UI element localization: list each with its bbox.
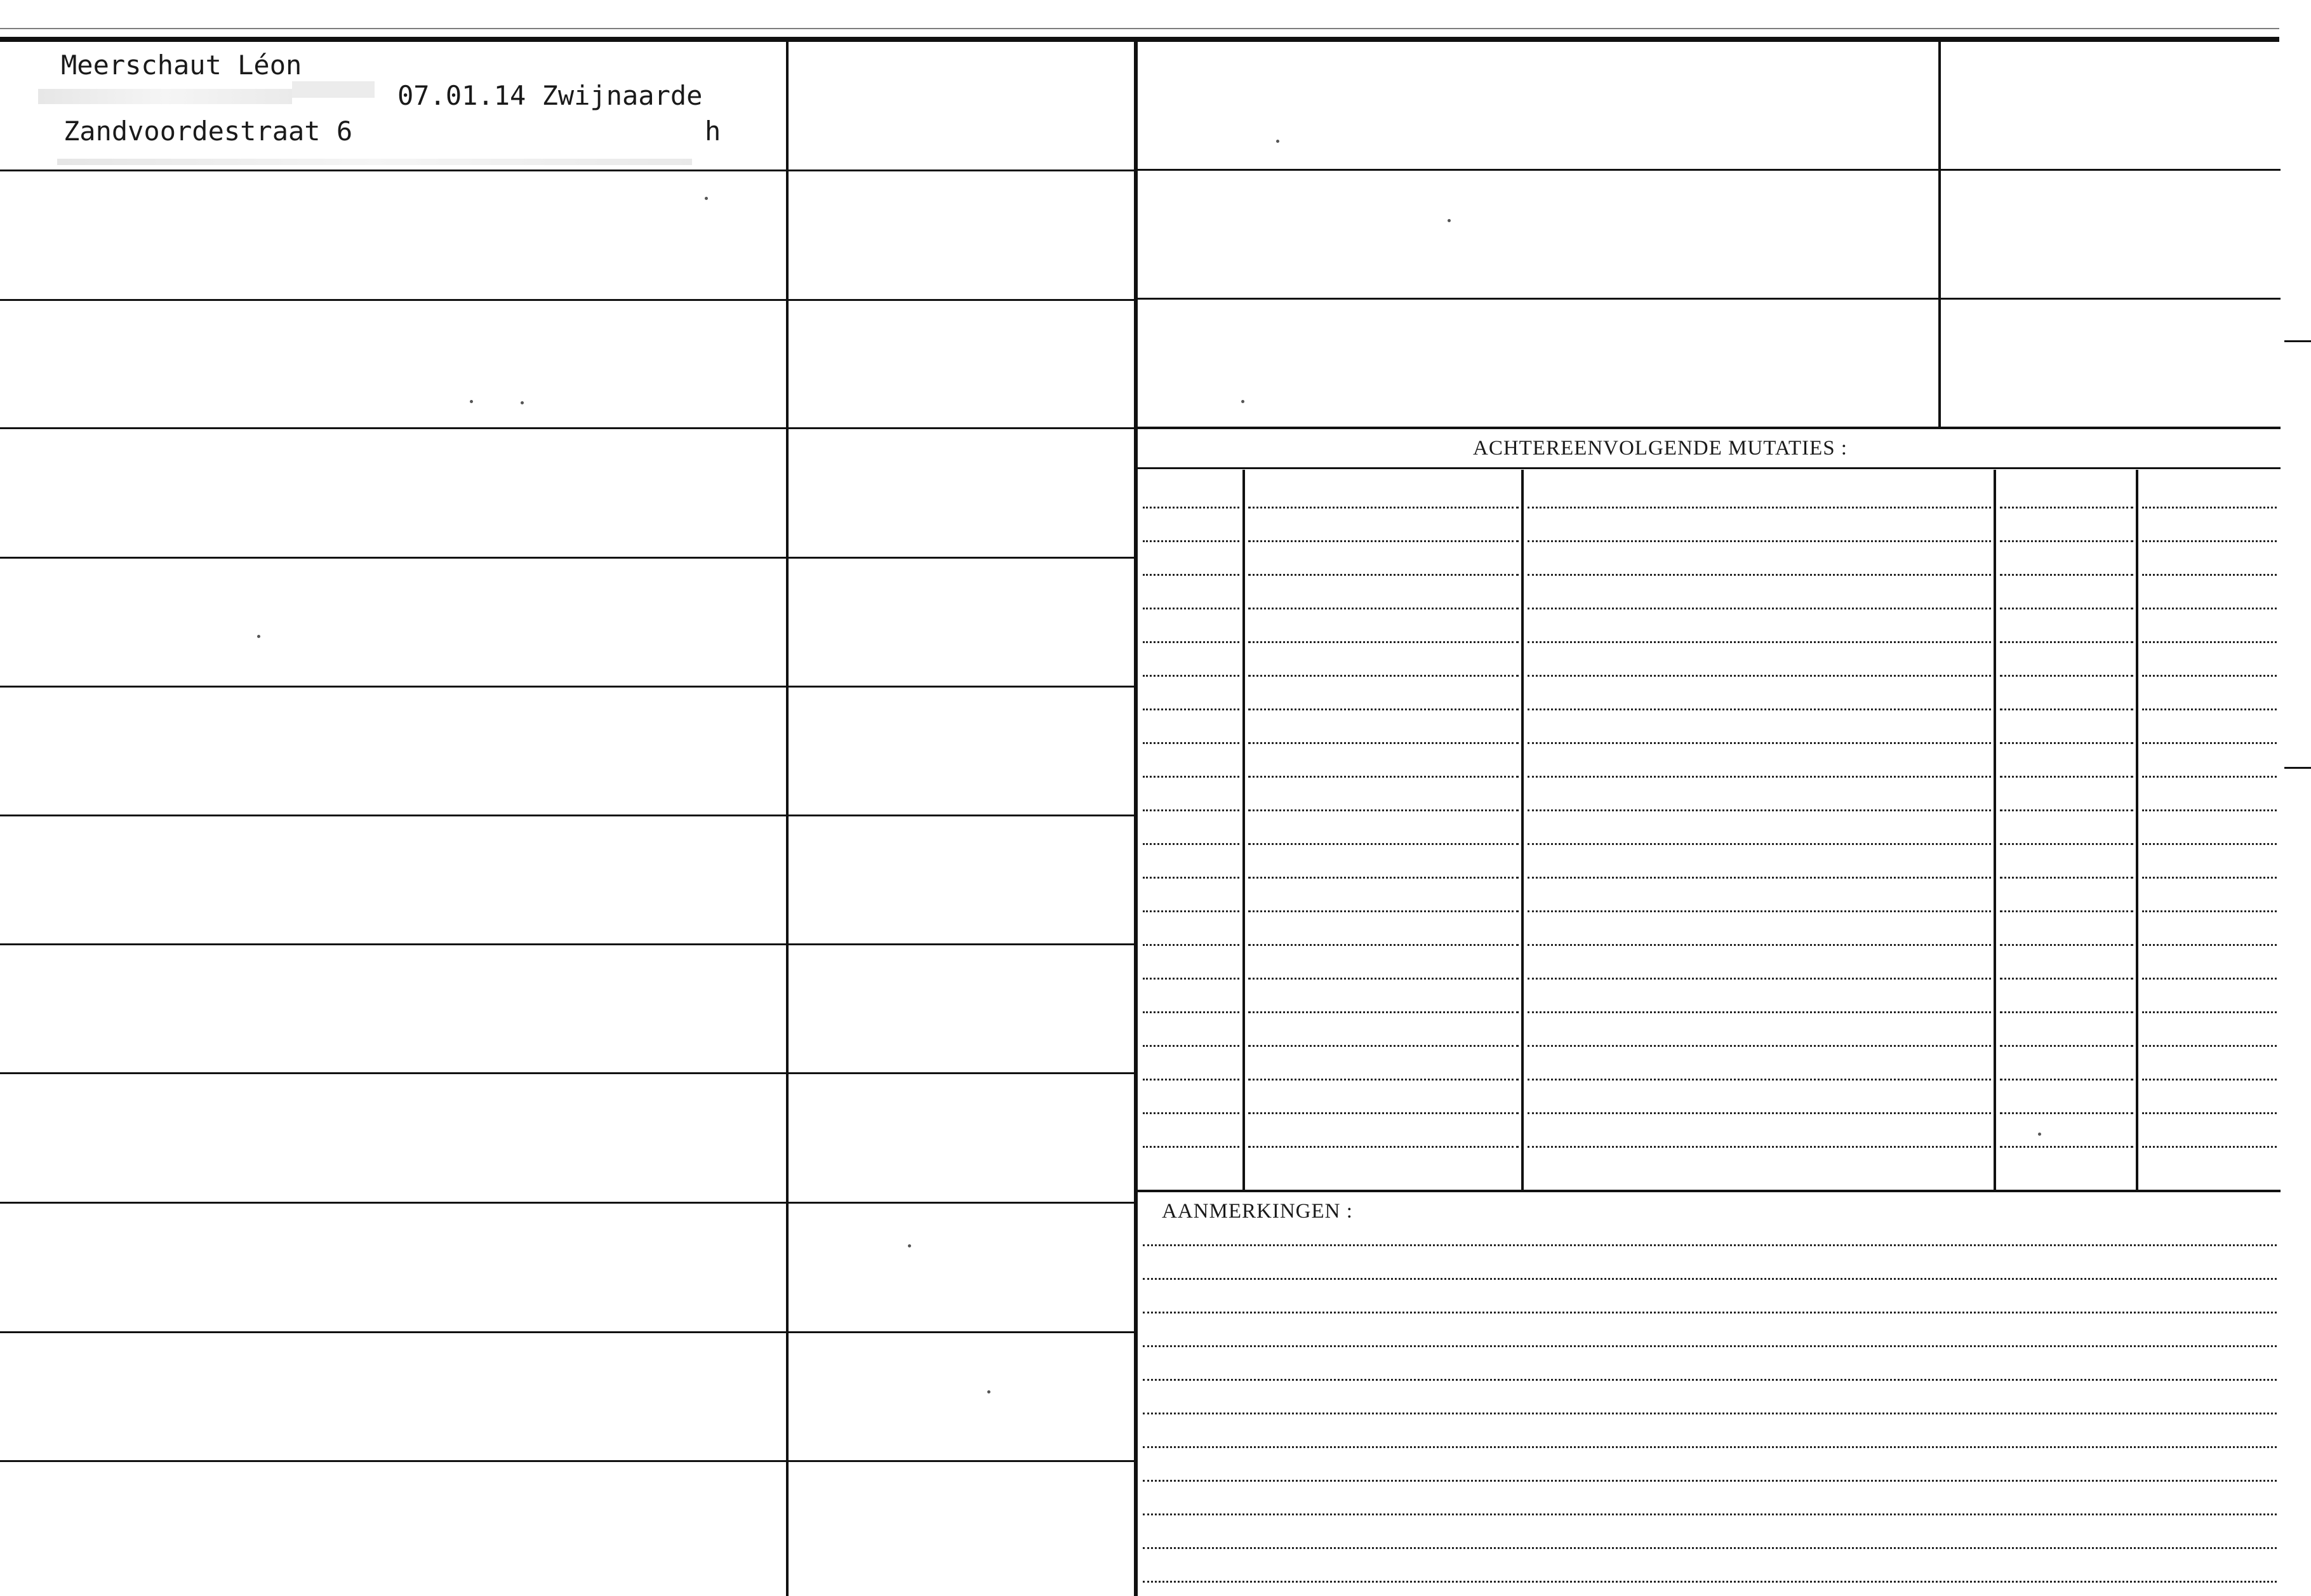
mutations-dotted-rule <box>1143 1112 1239 1114</box>
mutations-dotted-rule <box>2000 944 2133 946</box>
mutations-dotted-rule <box>1143 540 1239 542</box>
mutations-dotted-rule <box>2000 608 2133 609</box>
street-address: Zandvoordestraat 6 <box>63 116 353 147</box>
mutations-dotted-rule <box>1528 877 1991 879</box>
scan-speck <box>908 1244 911 1247</box>
remarks-dotted-rule <box>1143 1312 2277 1313</box>
mutations-dotted-rule <box>2000 978 2133 980</box>
mutations-dotted-rule <box>1248 574 1519 576</box>
mutations-dotted-rule <box>2000 1079 2133 1081</box>
mutations-dotted-rule <box>1248 944 1519 946</box>
mutations-dotted-rule <box>2142 708 2277 710</box>
scan-speck <box>987 1390 990 1393</box>
mutations-dotted-rule <box>2000 877 2133 879</box>
scan-speck <box>705 197 708 200</box>
mutations-dotted-rule <box>1248 843 1519 845</box>
mutations-dotted-rule <box>1143 809 1239 811</box>
mutations-dotted-rule <box>1248 1146 1519 1148</box>
mutations-col-line <box>2136 470 2138 1190</box>
mutations-dotted-rule <box>1143 608 1239 609</box>
mutations-dotted-rule <box>2000 574 2133 576</box>
mutations-dotted-rule <box>1248 540 1519 542</box>
mutations-dotted-rule <box>2000 910 2133 912</box>
mutations-dotted-rule <box>1248 608 1519 609</box>
mutations-dotted-rule <box>1143 978 1239 980</box>
mutations-dotted-rule <box>2142 641 2277 643</box>
mutations-dotted-rule <box>1528 641 1991 643</box>
mutations-dotted-rule <box>1528 608 1991 609</box>
row-rule <box>0 1202 1134 1204</box>
mutations-dotted-rule <box>2142 843 2277 845</box>
mutations-dotted-rule <box>1143 1045 1239 1047</box>
row-rule <box>0 427 1134 429</box>
mutations-dotted-rule <box>2142 910 2277 912</box>
margin-tick <box>2284 340 2311 342</box>
mutations-dotted-rule <box>1248 978 1519 980</box>
mutations-dotted-rule <box>2142 507 2277 509</box>
scan-speck <box>1448 219 1451 222</box>
mutations-dotted-rule <box>2142 978 2277 980</box>
mutations-dotted-rule <box>1143 944 1239 946</box>
mutations-top-rule <box>1138 427 2281 429</box>
remarks-dotted-rule <box>1143 1446 2277 1448</box>
remarks-dotted-rule <box>1143 1581 2277 1583</box>
mutations-dotted-rule <box>2142 608 2277 609</box>
row-rule <box>0 1460 1134 1462</box>
margin-tick <box>2284 767 2311 769</box>
mutations-dotted-rule <box>1143 641 1239 643</box>
scan-speck <box>470 400 473 403</box>
mutations-dotted-rule <box>1143 708 1239 710</box>
upper-box-divider <box>1938 39 1941 427</box>
left-column-divider <box>786 39 789 1596</box>
mutations-dotted-rule <box>1528 776 1991 778</box>
remarks-dotted-rule <box>1143 1480 2277 1482</box>
mutations-dotted-rule <box>1143 776 1239 778</box>
mutations-dotted-rule <box>1528 1112 1991 1114</box>
center-column-divider <box>1134 39 1138 1596</box>
mutations-dotted-rule <box>1248 1011 1519 1013</box>
mutations-dotted-rule <box>1528 843 1991 845</box>
mutations-dotted-rule <box>2000 1045 2133 1047</box>
mutations-dotted-rule <box>1528 978 1991 980</box>
mutations-dotted-rule <box>2142 944 2277 946</box>
remarks-dotted-rule <box>1143 1513 2277 1515</box>
mutations-dotted-rule <box>1143 574 1239 576</box>
remarks-dotted-rule <box>1143 1244 2277 1246</box>
mutations-dotted-rule <box>2142 1146 2277 1148</box>
person-name: Meerschaut Léon <box>61 50 302 81</box>
mutations-dotted-rule <box>1528 809 1991 811</box>
mutations-dotted-rule <box>1528 1079 1991 1081</box>
mutations-dotted-rule <box>2142 1045 2277 1047</box>
mutations-dotted-rule <box>2000 507 2133 509</box>
row-rule <box>0 1072 1134 1074</box>
mutations-table-top <box>1138 467 2281 469</box>
upper-box-rule <box>1138 169 2281 171</box>
mutations-dotted-rule <box>2000 675 2133 677</box>
mutations-dotted-rule <box>1248 1112 1519 1114</box>
remarks-dotted-rule <box>1143 1379 2277 1381</box>
mutations-table-bottom <box>1138 1190 2281 1192</box>
mutations-dotted-rule <box>2142 1011 2277 1013</box>
mutations-dotted-rule <box>2000 776 2133 778</box>
mutations-dotted-rule <box>1528 1045 1991 1047</box>
mutations-dotted-rule <box>2000 1011 2133 1013</box>
scan-speck <box>521 401 524 404</box>
mutations-dotted-rule <box>2142 1112 2277 1114</box>
mutations-dotted-rule <box>1143 1011 1239 1013</box>
mutations-dotted-rule <box>1248 641 1519 643</box>
mutations-dotted-rule <box>1248 1079 1519 1081</box>
mutations-dotted-rule <box>1248 910 1519 912</box>
mutations-dotted-rule <box>1528 1011 1991 1013</box>
row-rule <box>0 943 1134 945</box>
top-border-thin <box>0 28 2279 29</box>
row-rule <box>0 557 1134 559</box>
birth-date-place: 07.01.14 Zwijnaarde <box>397 80 703 111</box>
mutations-dotted-rule <box>1248 742 1519 744</box>
mutations-dotted-rule <box>1528 910 1991 912</box>
mutations-dotted-rule <box>2142 574 2277 576</box>
mutations-dotted-rule <box>1528 574 1991 576</box>
scan-speck <box>1241 400 1244 403</box>
mutations-col-line <box>1521 470 1524 1190</box>
mutations-dotted-rule <box>1143 1079 1239 1081</box>
mutations-dotted-rule <box>2000 1112 2133 1114</box>
row-rule <box>0 299 1134 301</box>
mutations-dotted-rule <box>1248 776 1519 778</box>
mutations-dotted-rule <box>2000 708 2133 710</box>
erased-smudge <box>292 81 375 98</box>
row-rule <box>0 815 1134 816</box>
row-rule <box>0 1331 1134 1333</box>
mutations-dotted-rule <box>1143 877 1239 879</box>
mutations-dotted-rule <box>1248 675 1519 677</box>
mutations-dotted-rule <box>2142 1079 2277 1081</box>
mutations-dotted-rule <box>1528 944 1991 946</box>
mutations-dotted-rule <box>2000 742 2133 744</box>
mutations-dotted-rule <box>2000 641 2133 643</box>
mutations-dotted-rule <box>2142 742 2277 744</box>
mutations-dotted-rule <box>1143 742 1239 744</box>
mutations-dotted-rule <box>1143 843 1239 845</box>
scan-speck <box>257 635 260 638</box>
scan-speck <box>1276 140 1279 143</box>
mutations-dotted-rule <box>2000 809 2133 811</box>
mutations-dotted-rule <box>1248 809 1519 811</box>
scan-speck <box>2038 1133 2041 1136</box>
remarks-dotted-rule <box>1143 1413 2277 1414</box>
mutations-col-line <box>1242 470 1245 1190</box>
mutations-dotted-rule <box>2142 540 2277 542</box>
mutations-dotted-rule <box>1248 1045 1519 1047</box>
mutations-col-line <box>1994 470 1996 1190</box>
mutations-dotted-rule <box>1528 1146 1991 1148</box>
mutations-dotted-rule <box>1143 675 1239 677</box>
annotation-mark: h <box>705 116 721 147</box>
remarks-heading: AANMERKINGEN : <box>1162 1200 1353 1223</box>
mutations-dotted-rule <box>1528 507 1991 509</box>
remarks-dotted-rule <box>1143 1345 2277 1347</box>
mutations-dotted-rule <box>1528 742 1991 744</box>
mutations-dotted-rule <box>2000 540 2133 542</box>
top-border <box>0 37 2279 42</box>
remarks-dotted-rule <box>1143 1547 2277 1549</box>
mutations-dotted-rule <box>1143 910 1239 912</box>
mutations-dotted-rule <box>1143 1146 1239 1148</box>
mutations-dotted-rule <box>2142 809 2277 811</box>
mutations-heading: ACHTEREENVOLGENDE MUTATIES : <box>1473 437 1848 460</box>
mutations-dotted-rule <box>1248 877 1519 879</box>
mutations-dotted-rule <box>1143 507 1239 509</box>
row-rule <box>0 686 1134 688</box>
upper-box-rule <box>1138 298 2281 300</box>
mutations-dotted-rule <box>2142 675 2277 677</box>
mutations-dotted-rule <box>1528 708 1991 710</box>
mutations-dotted-rule <box>1528 540 1991 542</box>
remarks-dotted-rule <box>1143 1278 2277 1280</box>
mutations-dotted-rule <box>2142 776 2277 778</box>
row-rule <box>0 170 1134 171</box>
mutations-dotted-rule <box>2000 843 2133 845</box>
erased-smudge <box>57 159 692 165</box>
mutations-dotted-rule <box>1248 507 1519 509</box>
erased-smudge <box>38 89 292 104</box>
mutations-dotted-rule <box>2142 877 2277 879</box>
mutations-dotted-rule <box>1528 675 1991 677</box>
mutations-dotted-rule <box>2000 1146 2133 1148</box>
mutations-dotted-rule <box>1248 708 1519 710</box>
